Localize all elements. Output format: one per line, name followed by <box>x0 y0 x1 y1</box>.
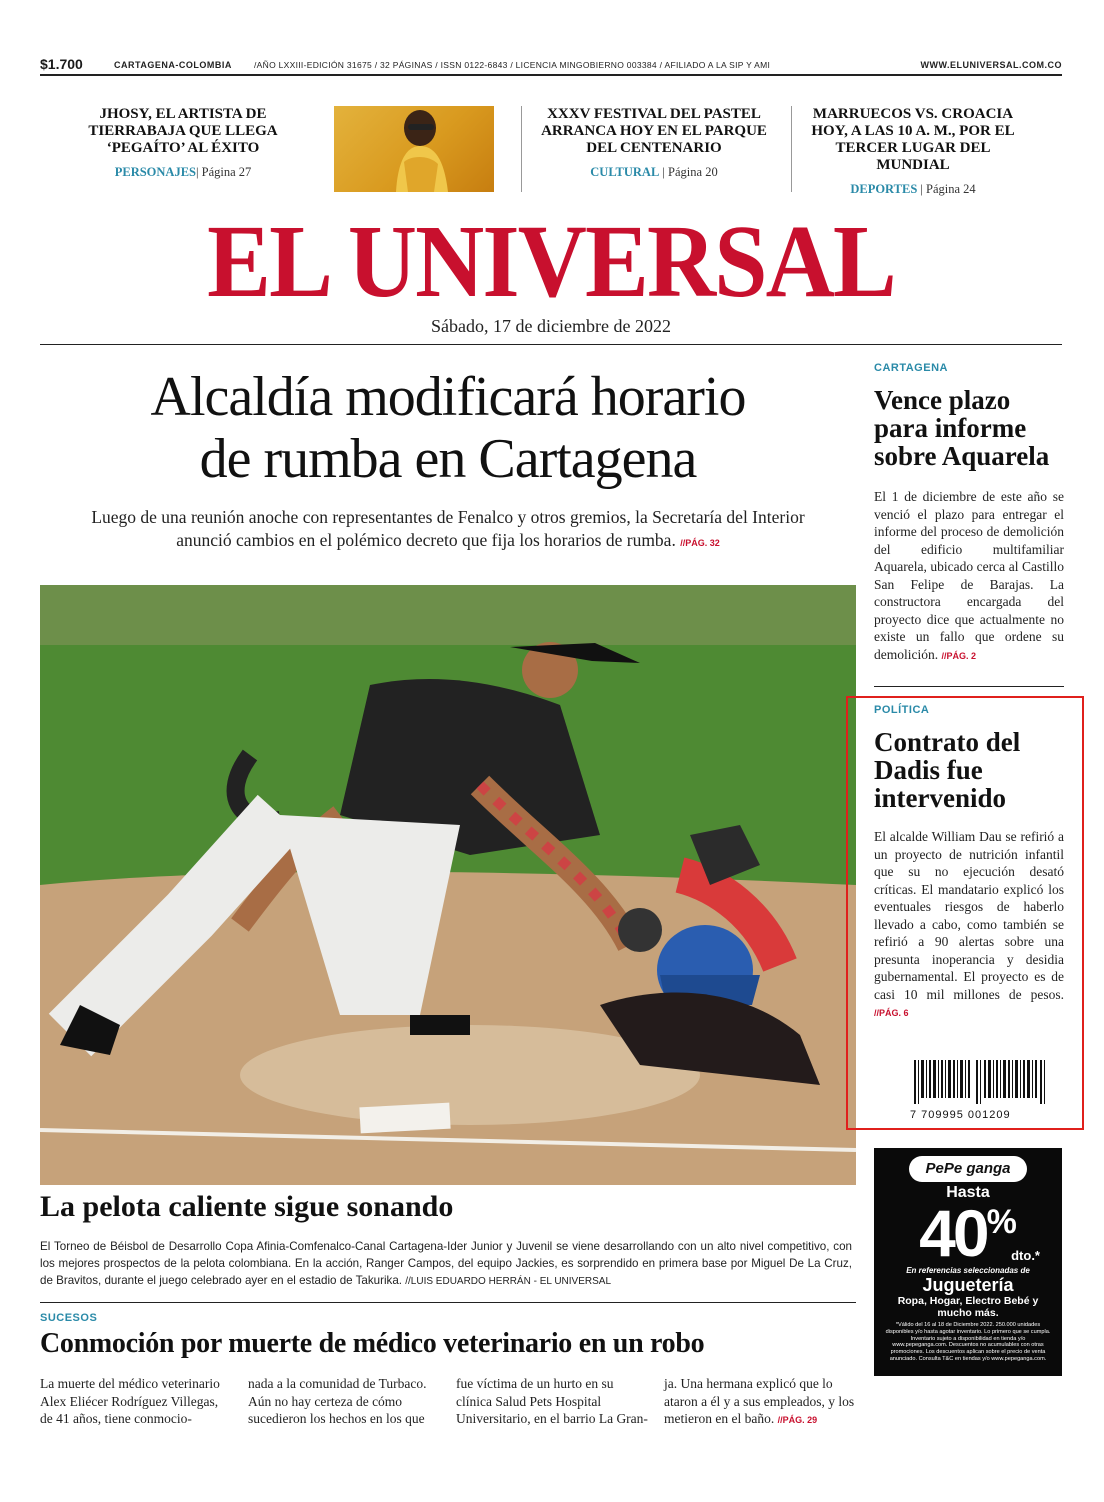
side2-headline[interactable]: Contrato del Dadis fue intervenido <box>874 727 1021 813</box>
location: CARTAGENA-COLOMBIA <box>114 60 232 70</box>
price: $1.700 <box>40 56 83 72</box>
side1-body <box>874 488 1064 665</box>
side2-page-ref[interactable]: //PÁG. 6 <box>874 1008 909 1018</box>
pepeganga-ad[interactable] <box>874 1148 1062 1376</box>
sucesos-column-1: La muerte del médico veterinario Alex Eliécer Rodríguez Villegas, de 41 años, tiene conmocio- <box>40 1376 220 1426</box>
lead-page-ref[interactable]: //PÁG. 32 <box>680 538 720 548</box>
ad-percent: % <box>986 1203 1017 1241</box>
ad-discount-number: 40 <box>919 1196 987 1270</box>
teaser-page: | Página 27 <box>196 165 252 179</box>
ad-categories2: Ropa, Hogar, Electro Bebé y mucho más. <box>897 1295 1039 1319</box>
teaser-page: | Página 24 <box>917 182 976 196</box>
barcode <box>910 1060 1050 1121</box>
masthead-logo[interactable]: EL UNIVERSAL <box>207 204 895 319</box>
photo-caption <box>40 1238 852 1290</box>
teaser-title: JHOSY, EL ARTISTA DE TIERRABAJA QUE LLEGA ‘PEGAÍTO’ AL ÉXITO <box>88 106 278 156</box>
sucesos-rule <box>40 1302 856 1303</box>
edition-info: /AÑO LXXIII-EDICIÓN 31675 / 32 PÁGINAS / ISSN 0122-6843 / LICENCIA MINGOBIERNO 003384 / AFILIADO A LA SIP Y AMI <box>254 60 771 70</box>
side-rule <box>874 686 1064 687</box>
sucesos-headline[interactable]: Conmoción por muerte de médico veterinario en un robo <box>40 1328 705 1359</box>
teaser-divider <box>521 106 522 192</box>
ad-discount <box>874 1196 1062 1270</box>
ad-category: Juguetería <box>922 1275 1014 1295</box>
baseball-play-illustration <box>40 585 856 1185</box>
side1-kicker[interactable]: CARTAGENA <box>874 362 948 374</box>
side2-body-text: El alcalde William Dau se refirió a un proyecto de nutrición infantil que su no ejecución desató críticas. El mandatario explicó los eventuales riesgos de haberlo llevado a cabo, como también se refirió a 90 alertas sobre una presunta inoperancia y desidia gubernamental. El proyecto es de casi 10 mil millones de pesos. <box>874 829 1064 1002</box>
masthead-rule <box>40 344 1062 345</box>
lead-deck <box>62 506 834 555</box>
masthead-date: Sábado, 17 de diciembre de 2022 <box>431 316 671 336</box>
teaser-page: | Página 20 <box>659 165 718 179</box>
photo-credit: //LUIS EDUARDO HERRÁN - EL UNIVERSAL <box>405 1276 612 1287</box>
ad-brand-logo: PePe ganga <box>909 1156 1027 1182</box>
website-link[interactable]: WWW.ELUNIVERSAL.COM.CO <box>920 60 1062 70</box>
teaser-cultural[interactable] <box>540 106 768 180</box>
ad-subtitle: En referencias seleccionadas de <box>906 1266 1030 1275</box>
teaser-photo[interactable] <box>334 106 494 192</box>
teaser-deportes[interactable] <box>798 106 1028 197</box>
barcode-number: 7 709995 001209 <box>910 1109 1011 1121</box>
lead-headline-line1: Alcaldía modificará horario <box>150 366 746 428</box>
teaser-title: MARRUECOS VS. CROACIA HOY, A LAS 10 A. M., POR EL TERCER LUGAR DEL MUNDIAL <box>811 106 1015 173</box>
teaser-ref <box>798 182 1028 197</box>
teaser-title: XXXV FESTIVAL DEL PASTEL ARRANCA HOY EN EL PARQUE DEL CENTENARIO <box>541 106 767 156</box>
sucesos-page-ref[interactable]: //PÁG. 29 <box>777 1415 818 1425</box>
side1-body-text: El 1 de diciembre de este año se venció el plazo para entregar el informe del proceso de demolición del edificio multifamiliar Aquarela, ubicado cerca al Castillo San Felipe de Barajas. La constructora encargada del proyecto dice que actualmente no existe un fallo que ordene su demolición. <box>874 489 1064 662</box>
side1-page-ref[interactable]: //PÁG. 2 <box>941 650 977 661</box>
barcode-icon <box>910 1060 1050 1104</box>
photo-caption-text: El Torneo de Béisbol de Desarrollo Copa Afinia-Comfenalco-Canal Cartagena-Ider Junior y Juvenil se viene desarrollando con un alto nivel competitivo, con los mejores prospectos de la pelota colombiana. En la acción, Ranger Campos, del equipo Jackies, es sorprendido en primera base por Miguel De La Cruz, de Bravitos, durante el juego celebrado ayer en el estadio de Takurika. <box>40 1240 852 1287</box>
ad-fine-print: *Válido del 16 al 18 de Diciembre 2022. 250.000 unidades disponibles y/o hasta agotar inventario. Lo primero que se cumpla. Inventario sujeto a disponibilidad en tienda y/o www.pepeganga.com. Descuentos no acumulables con otras promociones. Los descuentos aplican sobre el precio de venta anunciado. Consulta T&C en tiendas y/o www.pepeganga.com. <box>885 1322 1051 1362</box>
teaser-personajes[interactable] <box>78 106 288 180</box>
lead-headline[interactable] <box>40 366 856 490</box>
sucesos-kicker[interactable]: SUCESOS <box>40 1312 98 1324</box>
teaser-ref <box>540 165 768 180</box>
sucesos-column-3: fue víctima de un hurto en su clínica Salud Pets Hospital Universitario, en el barrio La Gran- <box>456 1376 648 1426</box>
sucesos-column-2: nada a la comunidad de Turbaco. Aún no hay certeza de cómo sucedieron los hechos en los que <box>248 1376 427 1426</box>
top-bar <box>40 56 1062 72</box>
photo-headline[interactable]: La pelota caliente sigue sonando <box>40 1190 454 1223</box>
sucesos-column-4 <box>664 1375 856 1430</box>
top-rule <box>40 74 1062 76</box>
ad-dto: dto.* <box>1011 1248 1040 1263</box>
side2-kicker[interactable]: POLÍTICA <box>874 704 930 716</box>
teaser-ref <box>78 165 288 180</box>
sucesos-col4-text: ja. Una hermana explicó que lo ataron a él y a sus empleados, y los metieron en el baño. <box>664 1376 855 1426</box>
lead-deck-text: Luego de una reunión anoche con representantes de Fenalco y otros gremios, la Secretaría del Interior anunció cambios en el polémico decreto que fija los horarios de rumba. <box>91 507 805 550</box>
teaser-section: PERSONAJES <box>114 165 196 179</box>
ad-hasta: Hasta <box>946 1184 990 1201</box>
artist-silhouette-image <box>334 106 494 192</box>
side2-body <box>874 828 1064 1023</box>
teaser-divider <box>791 106 792 192</box>
sucesos-body <box>40 1375 856 1465</box>
side1-headline[interactable]: Vence plazo para informe sobre Aquarela <box>874 385 1050 471</box>
teaser-section: DEPORTES <box>850 182 918 196</box>
lead-headline-line2: de rumba en Cartagena <box>199 428 697 490</box>
teaser-section: CULTURAL <box>590 165 660 179</box>
baseball-photo <box>40 585 856 1185</box>
